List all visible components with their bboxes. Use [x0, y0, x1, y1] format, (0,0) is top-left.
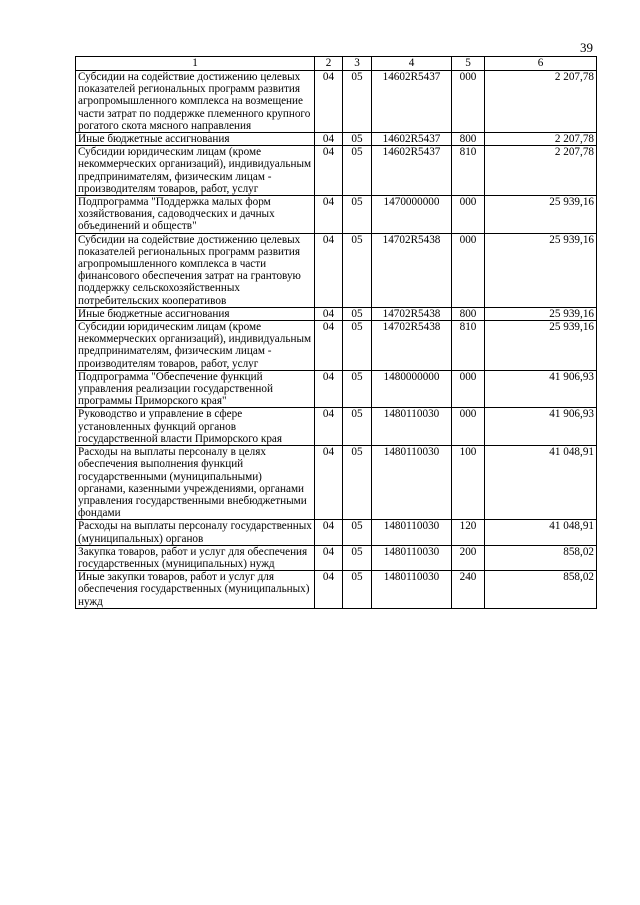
row-amount: 25 939,16: [485, 321, 597, 371]
row-target-code: 14602R5437: [372, 146, 452, 196]
row-subsection: 05: [343, 133, 372, 146]
row-target-code: 14602R5437: [372, 71, 452, 133]
row-subsection: 05: [343, 321, 372, 371]
row-amount: 2 207,78: [485, 146, 597, 196]
table-row: [76, 71, 597, 133]
row-subsection: 05: [343, 571, 372, 609]
row-name: Иные бюджетные ассигнования: [76, 307, 315, 320]
row-amount: 25 939,16: [485, 233, 597, 307]
row-expense-type: 200: [452, 545, 485, 570]
row-amount: 41 906,93: [485, 408, 597, 446]
row-name: Руководство и управление в сфере установленных функций органов государственной власти Приморского края: [76, 408, 315, 446]
row-amount: 25 939,16: [485, 307, 597, 320]
row-expense-type: 000: [452, 370, 485, 408]
row-section: 04: [315, 71, 343, 133]
row-expense-type: 810: [452, 321, 485, 371]
column-header: 4: [372, 57, 452, 71]
table-row: [76, 370, 597, 408]
row-target-code: 1480110030: [372, 545, 452, 570]
row-section: 04: [315, 446, 343, 520]
budget-table: [75, 56, 597, 609]
row-amount: 41 048,91: [485, 520, 597, 545]
row-section: 04: [315, 233, 343, 307]
table-row: [76, 571, 597, 609]
row-target-code: 1470000000: [372, 196, 452, 234]
row-target-code: 1480110030: [372, 571, 452, 609]
row-amount: 858,02: [485, 545, 597, 570]
row-amount: 25 939,16: [485, 196, 597, 234]
row-subsection: 05: [343, 370, 372, 408]
row-target-code: 1480110030: [372, 520, 452, 545]
row-name: Расходы на выплаты персоналу государственных (муниципальных) органов: [76, 520, 315, 545]
row-expense-type: 240: [452, 571, 485, 609]
column-header: 3: [343, 57, 372, 71]
row-expense-type: 100: [452, 446, 485, 520]
row-target-code: 1480000000: [372, 370, 452, 408]
row-subsection: 05: [343, 71, 372, 133]
table-row: [76, 520, 597, 545]
row-expense-type: 000: [452, 408, 485, 446]
row-expense-type: 800: [452, 133, 485, 146]
row-name: Подпрограмма "Обеспечение функций управления реализации государственной программы Приморского края": [76, 370, 315, 408]
row-expense-type: 810: [452, 146, 485, 196]
row-name: Иные закупки товаров, работ и услуг для обеспечения государственных (муниципальных) нужд: [76, 571, 315, 609]
row-section: 04: [315, 408, 343, 446]
row-expense-type: 000: [452, 71, 485, 133]
row-section: 04: [315, 545, 343, 570]
row-section: 04: [315, 133, 343, 146]
table-row: [76, 196, 597, 234]
row-name: Субсидии на содействие достижению целевых показателей региональных программ развития агропромышленного комплекса в части финансового обеспечения затрат на грантовую поддержку сельскохозяйственных потребительских кооперативов: [76, 233, 315, 307]
row-section: 04: [315, 146, 343, 196]
row-name: Закупка товаров, работ и услуг для обеспечения государственных (муниципальных) нужд: [76, 545, 315, 570]
table-row: [76, 408, 597, 446]
row-section: 04: [315, 571, 343, 609]
page-number: 39: [580, 40, 593, 55]
row-section: 04: [315, 321, 343, 371]
row-amount: 2 207,78: [485, 71, 597, 133]
row-section: 04: [315, 370, 343, 408]
row-target-code: 14702R5438: [372, 321, 452, 371]
table-row: [76, 133, 597, 146]
row-subsection: 05: [343, 545, 372, 570]
row-section: 04: [315, 520, 343, 545]
table-row: [76, 146, 597, 196]
row-name: Субсидии юридическим лицам (кроме некоммерческих организаций), индивидуальным предпринимателям, физическим лицам - производителям товаров, работ, услуг: [76, 321, 315, 371]
row-amount: 2 207,78: [485, 133, 597, 146]
row-amount: 41 906,93: [485, 370, 597, 408]
row-expense-type: 000: [452, 233, 485, 307]
column-header: 5: [452, 57, 485, 71]
table-row: [76, 545, 597, 570]
row-target-code: 1480110030: [372, 408, 452, 446]
row-target-code: 14602R5437: [372, 133, 452, 146]
row-name: Иные бюджетные ассигнования: [76, 133, 315, 146]
row-expense-type: 120: [452, 520, 485, 545]
table-row: [76, 446, 597, 520]
row-subsection: 05: [343, 233, 372, 307]
row-subsection: 05: [343, 520, 372, 545]
column-header: 6: [485, 57, 597, 71]
row-expense-type: 800: [452, 307, 485, 320]
row-subsection: 05: [343, 146, 372, 196]
table-row: [76, 233, 597, 307]
row-name: Субсидии на содействие достижению целевых показателей региональных программ развития агропромышленного комплекса на возмещение части затрат по поддержке племенного крупного рогатого скота мясного направления: [76, 71, 315, 133]
row-subsection: 05: [343, 408, 372, 446]
row-target-code: 14702R5438: [372, 307, 452, 320]
row-target-code: 1480110030: [372, 446, 452, 520]
table-row: [76, 321, 597, 371]
row-section: 04: [315, 307, 343, 320]
row-amount: 41 048,91: [485, 446, 597, 520]
row-section: 04: [315, 196, 343, 234]
row-name: Расходы на выплаты персоналу в целях обеспечения выполнения функций государственными (муниципальными) органами, казенными учреждениями, органами управления государственными внебюджетными фондами: [76, 446, 315, 520]
row-subsection: 05: [343, 446, 372, 520]
header-row: [76, 57, 597, 71]
row-amount: 858,02: [485, 571, 597, 609]
row-target-code: 14702R5438: [372, 233, 452, 307]
row-subsection: 05: [343, 307, 372, 320]
row-name: Субсидии юридическим лицам (кроме некоммерческих организаций), индивидуальным предпринимателям, физическим лицам - производителям товаров, работ, услуг: [76, 146, 315, 196]
table-row: [76, 307, 597, 320]
column-header: 1: [76, 57, 315, 71]
row-subsection: 05: [343, 196, 372, 234]
row-expense-type: 000: [452, 196, 485, 234]
row-name: Подпрограмма "Поддержка малых форм хозяйствования, садоводческих и дачных объединений и обществ": [76, 196, 315, 234]
column-header: 2: [315, 57, 343, 71]
